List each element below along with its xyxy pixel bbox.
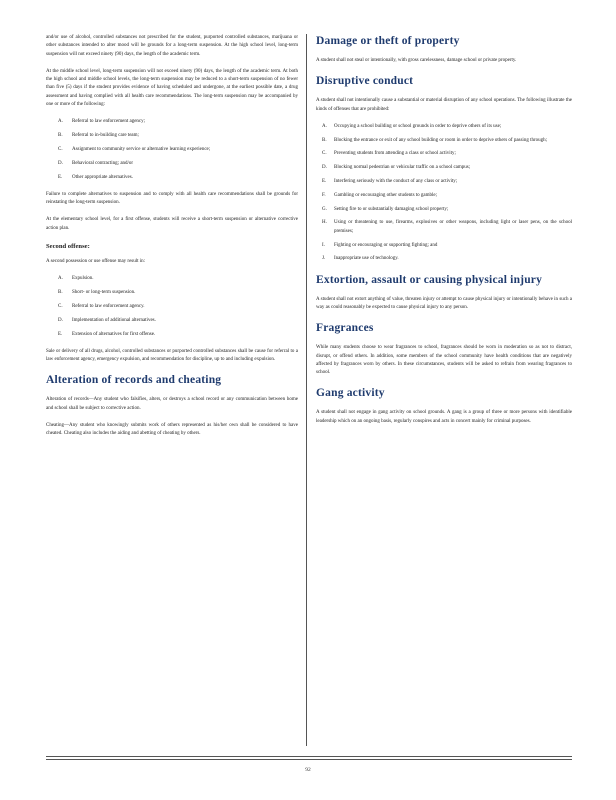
list-item: E. Other appropriate alternatives.	[58, 174, 133, 180]
disruptive-list	[316, 123, 572, 264]
list-item: B. Short- or long-term suspension.	[58, 290, 136, 296]
heading-disruptive: Disruptive conduct	[316, 75, 414, 88]
heading-second-offense: Second offense:	[46, 243, 90, 251]
paragraph-second-offense: A second possession or use offense may result in:	[46, 259, 146, 265]
right-column	[316, 34, 572, 435]
list-item: G. Setting fire to or substantially damaging school property;	[322, 206, 449, 212]
footer-rule	[46, 759, 572, 760]
heading-damage: Damage or theft of property	[316, 35, 460, 47]
footer-rule	[46, 756, 572, 757]
list-item: C. Assignment to community service or alternative learning experience;	[58, 146, 211, 152]
heading-extortion: Extortion, assault or causing physical injury	[316, 273, 543, 286]
heading-gang: Gang activity	[316, 387, 385, 400]
list-item: E. Extension of alternatives for first offense.	[58, 331, 156, 337]
paragraph-failure: Failure to complete alternatives to suspension and to comply with all health care recommendations shall be grounds for reinstating the long-term suspension.	[46, 191, 298, 206]
list-item: D. Blocking normal pedestrian or vehicular traffic on a school campus;	[322, 165, 471, 171]
paragraph-middle-school: At the middle school level, long-term suspension will not exceed ninety (90) days, the length of the academic term. At both the high school and middle school levels, the long-term suspension may be reduced to a short-term suspension of no fewer than five (5) days if the student provides evidence of having scheduled and undergone, at the earliest possible date, a drug assessment and having complied with all health care recommendations. The long-term suspension may be accompanied by one or more of the following:	[46, 68, 298, 108]
paragraph-elementary: At the elementary school level, for a first offense, students will receive a short-term suspension or alternative corrective action plan.	[46, 217, 298, 231]
list-item: H. Using or threatening to use, firearms, explosives or other weapons, including light or laser pens, on the school premises;	[322, 220, 572, 234]
column-divider	[306, 34, 307, 746]
page-number: 92	[305, 767, 311, 773]
list-item: A. Referral to law enforcement agency;	[58, 119, 146, 125]
heading-fragrances: Fragrances	[316, 322, 374, 335]
paragraph-disruptive: A student shall not intentionally cause a substantial or material disruption of any school operations. The following illustrate the kinds of offenses that are prohibited:	[316, 98, 572, 112]
paragraph-fragrances: While many students choose to wear fragrances to school, fragrances should be worn in moderation so as not to distract, disrupt, or offend others. In addition, some members of the school community have health conditions that are negatively affected by fragrances worn by others. In these circumstances, students will be asked to refrain from wearing fragrances to school.	[316, 345, 572, 376]
paragraph-cheating: Cheating—Any student who knowingly submits work of others represented as his/her own shall be considered to have cheated. Cheating also includes the aiding and abetting of cheating by others.	[46, 423, 298, 437]
list-item: J. Inappropriate use of technology.	[322, 256, 399, 262]
list-item: F. Gambling or encouraging other students to gamble;	[322, 192, 438, 198]
heading-alteration: Alteration of records and cheating	[46, 374, 222, 387]
list-item: A. Expulsion.	[58, 276, 94, 282]
list-item: C. Preventing students from attending a class or school activity;	[322, 151, 456, 157]
list-item: I. Fighting or encouraging or supporting fighting; and	[322, 242, 438, 248]
list-item: A. Occupying a school building or school grounds in order to deprive others of its use;	[322, 123, 502, 129]
paragraph-alteration: Alteration of records—Any student who falsifies, alters, or destroys a school record or any communication between home and school shall be subject to corrective action.	[46, 397, 298, 411]
list-item: B. Referral to in-building care team;	[58, 133, 139, 139]
paragraph-extortion: A student shall not extort anything of value, threaten injury or attempt to cause physical injury or intentionally behave in such a way as could reasonably be expected to cause physical injury to any person.	[316, 296, 572, 310]
paragraph-gang: A student shall not engage in gang activity on school grounds. A gang is a group of three or more persons with identifiable leadership which on an ongoing basis, regularly conspires and acts in concert mainly for criminal purposes.	[316, 410, 572, 424]
list-item: E. Interfering seriously with the conduct of any class or activity;	[322, 179, 458, 185]
first-offense-list	[46, 118, 298, 181]
second-offense-list	[46, 275, 298, 338]
list-item: B. Blocking the entrance or exit of any school building or room in order to deprive others of passing through;	[322, 137, 548, 143]
paragraph-damage: A student shall not steal or intentionally, with gross carelessness, damage school or private property.	[316, 58, 517, 63]
list-item: D. Behavioral contracting; and/or	[58, 160, 134, 166]
paragraph-sale-delivery: Sale or delivery of all drugs, alcohol, controlled substances or purported controlled substances shall be cause for referral to a law enforcement agency, emergency expulsion, and recommendation for discipline, up to and including expulsion.	[46, 348, 298, 363]
left-column	[46, 34, 298, 448]
paragraph-first-offense-intro: and/or use of alcohol, controlled substances not prescribed for the student, purported controlled substances, marijuana or other substances intended to alter mood will be grounds for a long-term suspension. At the high school level, long-term suspension will not exceed ninety (90) days, the length of the academic term.	[46, 35, 298, 57]
list-item: D. Implementation of additional alternatives.	[58, 317, 156, 323]
list-item: C. Referral to law enforcement agency.	[58, 303, 145, 309]
